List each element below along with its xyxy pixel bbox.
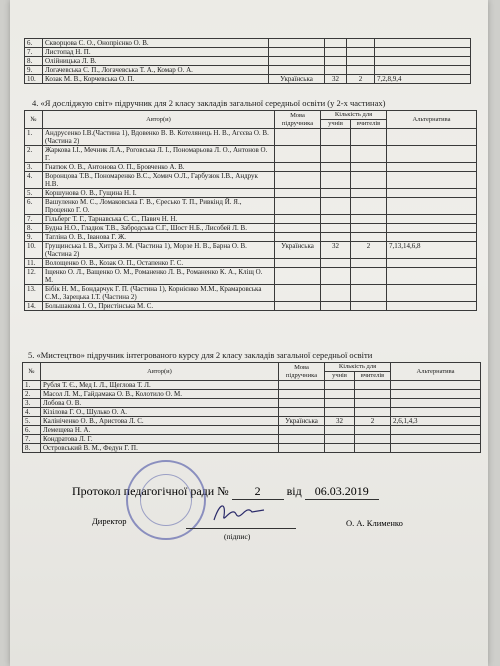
row-alternative (391, 381, 481, 390)
table-row (23, 435, 481, 444)
row-language (275, 259, 321, 268)
row-students (321, 146, 351, 163)
row-author: Іщенко О. Л., Ващенко О. М., Романенко Л. В., Романенко К. А., Кліщ О. М. (43, 268, 275, 285)
row-students (325, 39, 347, 48)
row-author: Волощенко О. В., Козак О. П., Остапенко Г. С. (43, 259, 275, 268)
row-author: Олійницька Л. В. (43, 57, 269, 66)
row-alternative (387, 198, 477, 215)
row-alternative (391, 426, 481, 435)
date-label: від (286, 484, 302, 498)
row-students (325, 66, 347, 75)
table-row (23, 408, 481, 417)
table-row (23, 444, 481, 453)
row-number: 2. (23, 390, 41, 399)
row-teachers: 2 (351, 242, 387, 259)
row-teachers (351, 233, 387, 242)
row-students (321, 215, 351, 224)
table-section-5 (22, 362, 481, 453)
row-author: Калініченко О. В., Аристова Л. С. (41, 417, 279, 426)
row-alternative (387, 233, 477, 242)
row-alternative: 7,2,8,9,4 (375, 75, 471, 84)
header-count: Кількість для (321, 111, 387, 120)
header-count: Кількість для (325, 363, 391, 372)
row-language (275, 146, 321, 163)
row-students (321, 198, 351, 215)
document-page (10, 0, 488, 666)
row-students (325, 408, 355, 417)
row-author: Гнатюк О. В., Антонова О. П., Бровченко А. В. (43, 163, 275, 172)
row-language (275, 302, 321, 311)
row-students (321, 302, 351, 311)
signature-line (186, 528, 296, 529)
row-author: Рубля Т. Є., Мед І. Л., Щеглова Т. Л. (41, 381, 279, 390)
table-row (25, 259, 477, 268)
header-alt: Альтернатива (387, 111, 477, 129)
row-language (275, 215, 321, 224)
row-author: Островський В. М., Федун Г. П. (41, 444, 279, 453)
row-students (325, 444, 355, 453)
row-alternative: 7,13,14,6,8 (387, 242, 477, 259)
director-label: Директор (92, 516, 127, 526)
row-alternative (391, 399, 481, 408)
row-author: Большакова І. О., Пристінська М. С. (43, 302, 275, 311)
row-number: 12. (25, 268, 43, 285)
row-alternative (387, 259, 477, 268)
row-number: 6. (25, 39, 43, 48)
row-alternative (387, 163, 477, 172)
row-teachers (355, 381, 391, 390)
row-number: 11. (25, 259, 43, 268)
table-first-grade-continued (24, 38, 471, 84)
row-number: 9. (25, 233, 43, 242)
table-row (25, 57, 471, 66)
row-language (275, 198, 321, 215)
row-language (275, 233, 321, 242)
row-number: 14. (25, 302, 43, 311)
row-language (279, 390, 325, 399)
row-language (279, 399, 325, 408)
row-number: 6. (25, 198, 43, 215)
table-row (23, 417, 481, 426)
row-author: Вашуленко М. С., Ломаковська Г. В., Єресько Т. П., Ривкінд Й. Я., Проценко Г. О. (43, 198, 275, 215)
row-students: 32 (325, 417, 355, 426)
row-author: Кондратова Л. Г. (41, 435, 279, 444)
row-author: Лемещева Н. А. (41, 426, 279, 435)
row-students (325, 399, 355, 408)
row-number: 1. (23, 381, 41, 390)
row-teachers (347, 48, 375, 57)
header-lang: Мова підручника (279, 363, 325, 381)
row-teachers (355, 444, 391, 453)
row-teachers (351, 163, 387, 172)
header-num: № (23, 363, 41, 381)
row-number: 7. (25, 48, 43, 57)
row-language (269, 39, 325, 48)
row-alternative (387, 268, 477, 285)
row-language (275, 268, 321, 285)
header-students: учнів (321, 120, 351, 129)
row-author: Грущинська І. В., Хитра З. М. (Частина 1), Морзе Н. В., Барна О. В. (Частина 2) (43, 242, 275, 259)
row-number: 10. (25, 242, 43, 259)
table-row (25, 163, 477, 172)
protocol-label: Протокол педагогічної ради № (72, 484, 229, 498)
row-alternative (391, 444, 481, 453)
row-teachers (351, 215, 387, 224)
table-row (25, 233, 477, 242)
row-number: 5. (25, 189, 43, 198)
row-author: Кізілова Г. О., Шулько О. А. (41, 408, 279, 417)
header-lang: Мова підручника (275, 111, 321, 129)
row-language (279, 381, 325, 390)
row-alternative (387, 215, 477, 224)
header-students: учнів (325, 372, 355, 381)
table-row (25, 189, 477, 198)
row-alternative (391, 390, 481, 399)
row-alternative (387, 189, 477, 198)
row-number: 8. (25, 224, 43, 233)
row-students (321, 233, 351, 242)
row-author: Лобова О. В. (41, 399, 279, 408)
header-author: Автор(и) (43, 111, 275, 129)
table-row (25, 66, 471, 75)
row-language: Українська (275, 242, 321, 259)
row-number: 1. (25, 129, 43, 146)
table-row (25, 224, 477, 233)
row-alternative (387, 285, 477, 302)
row-language (279, 444, 325, 453)
table-row (25, 215, 477, 224)
table-row (23, 381, 481, 390)
row-language (275, 224, 321, 233)
row-author: Тагліна О. В., Іванова Г. Ж. (43, 233, 275, 242)
row-teachers (351, 146, 387, 163)
header-teachers: вчителів (355, 372, 391, 381)
row-author: Коршунова О. В., Гущина Н. І. (43, 189, 275, 198)
table-row (25, 129, 477, 146)
row-students (325, 57, 347, 66)
row-teachers (347, 39, 375, 48)
row-language (269, 48, 325, 57)
row-number: 7. (25, 215, 43, 224)
row-language (275, 163, 321, 172)
row-author: Андрусенко І.В.(Частина 1), Вдовенко В. В. Котелянець Н. В., Агєєва О. В. (Частина 2) (43, 129, 275, 146)
row-number: 8. (23, 444, 41, 453)
row-students (321, 172, 351, 189)
row-alternative (391, 435, 481, 444)
row-teachers (355, 408, 391, 417)
table-row (23, 390, 481, 399)
row-alternative: 2,6,1,4,3 (391, 417, 481, 426)
row-number: 3. (23, 399, 41, 408)
row-author: Листопад Н. П. (43, 48, 269, 57)
signature-mark (210, 498, 270, 528)
row-teachers (351, 302, 387, 311)
table-row (25, 146, 477, 163)
table-row (25, 48, 471, 57)
row-teachers (355, 399, 391, 408)
row-language (279, 435, 325, 444)
row-teachers (355, 390, 391, 399)
row-teachers (355, 435, 391, 444)
row-students (325, 435, 355, 444)
row-students (325, 381, 355, 390)
table-row (25, 198, 477, 215)
row-teachers (347, 57, 375, 66)
row-author: Масол Л. М., Гайдамака О. В., Колотило О. М. (41, 390, 279, 399)
table-row (23, 399, 481, 408)
row-teachers (351, 224, 387, 233)
table-row (23, 426, 481, 435)
row-number: 5. (23, 417, 41, 426)
row-students (321, 163, 351, 172)
row-students (321, 268, 351, 285)
row-author: Жаркова І.І., Мечник Л.А., Роговська Л. І., Пономарьова Л. О., Антонов О. Г. (43, 146, 275, 163)
row-author: Логачевська С. П., Логачевська Т. А., Комар О. А. (43, 66, 269, 75)
protocol-number: 2 (232, 484, 284, 500)
row-language (275, 129, 321, 146)
row-number: 4. (23, 408, 41, 417)
signature-caption: (підпис) (224, 532, 251, 541)
table-row (25, 302, 477, 311)
row-students (321, 129, 351, 146)
row-number: 9. (25, 66, 43, 75)
table-section-4 (24, 110, 477, 311)
row-number: 4. (25, 172, 43, 189)
row-alternative (387, 172, 477, 189)
row-teachers: 2 (355, 417, 391, 426)
row-language (275, 172, 321, 189)
row-alternative (375, 66, 471, 75)
table-row (25, 172, 477, 189)
row-students: 32 (321, 242, 351, 259)
protocol-date: 06.03.2019 (305, 484, 379, 500)
row-language (269, 66, 325, 75)
row-alternative (387, 302, 477, 311)
row-teachers: 2 (347, 75, 375, 84)
row-students (321, 285, 351, 302)
section-5-heading: 5. «Мистецтво» підручник інтегрованого курсу для 2 класу закладів загальної середньої освіти (28, 350, 373, 360)
row-author: Козак М. В., Корчевська О. П. (43, 75, 269, 84)
row-students (325, 48, 347, 57)
row-teachers (347, 66, 375, 75)
table-row (25, 75, 471, 84)
header-alt: Альтернатива (391, 363, 481, 381)
row-teachers (351, 172, 387, 189)
row-number: 13. (25, 285, 43, 302)
row-author: Будна Н.О., Гладюк Т.В., Забродська С.Г., Шост Н.Б., Лисобей Л. В. (43, 224, 275, 233)
row-language (279, 408, 325, 417)
row-alternative (387, 224, 477, 233)
row-author: Воронцова Т.В., Пономаренко В.С., Хомич О.Л., Гарбузюк І.В., Андрук Н.В. (43, 172, 275, 189)
row-alternative (375, 57, 471, 66)
row-language (269, 57, 325, 66)
row-number: 6. (23, 426, 41, 435)
row-number: 10. (25, 75, 43, 84)
row-teachers (351, 198, 387, 215)
row-alternative (387, 129, 477, 146)
row-author: Скворцова С. О., Онопрієнко О. В. (43, 39, 269, 48)
row-language (275, 189, 321, 198)
row-number: 7. (23, 435, 41, 444)
row-author: Бібік Н. М., Бондарчук Г. П. (Частина 1), Корнієнко М.М., Крамаровська С.М., Зарецька І.Т. (Частина 2) (43, 285, 275, 302)
row-language (275, 285, 321, 302)
row-language: Українська (279, 417, 325, 426)
row-students (321, 259, 351, 268)
director-name: О. А. Клименко (346, 518, 403, 528)
row-teachers (355, 426, 391, 435)
row-students (321, 189, 351, 198)
header-teachers: вчителів (351, 120, 387, 129)
row-students (321, 224, 351, 233)
row-teachers (351, 129, 387, 146)
header-author: Автор(и) (41, 363, 279, 381)
row-teachers (351, 285, 387, 302)
row-teachers (351, 259, 387, 268)
row-number: 2. (25, 146, 43, 163)
row-teachers (351, 189, 387, 198)
row-students (325, 390, 355, 399)
row-number: 8. (25, 57, 43, 66)
row-teachers (351, 268, 387, 285)
table-row (25, 39, 471, 48)
row-students (325, 426, 355, 435)
row-alternative (391, 408, 481, 417)
row-students: 32 (325, 75, 347, 84)
row-language (279, 426, 325, 435)
row-alternative (375, 39, 471, 48)
row-author: Гільберг Т. Г., Тарнавська С. С., Павич Н. Н. (43, 215, 275, 224)
header-num: № (25, 111, 43, 129)
table-row (25, 242, 477, 259)
section-4-heading: 4. «Я досліджую світ» підручник для 2 класу закладів загальної середньої освіти (у 2-х частинах) (32, 98, 386, 108)
row-language: Українська (269, 75, 325, 84)
table-row (25, 268, 477, 285)
table-row (25, 285, 477, 302)
row-number: 3. (25, 163, 43, 172)
row-alternative (387, 146, 477, 163)
row-alternative (375, 48, 471, 57)
